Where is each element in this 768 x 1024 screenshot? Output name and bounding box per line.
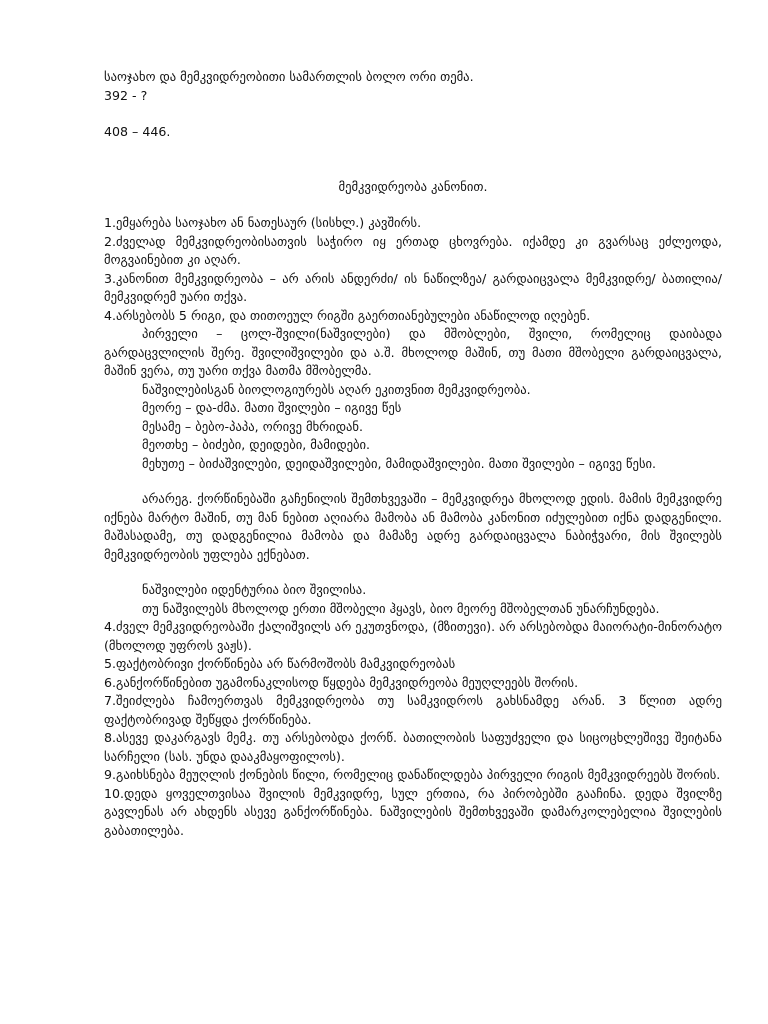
paragraph-3: 3.კანონით მემკვიდრეობა – არ არის ანდერძი/ ის ნაწილზეა/ გარდაიცვალა მემკვიდრე/ ბათილია/ მემკვიდრემ უარი თქვა. xyxy=(104,270,722,304)
item-7: 7.შეიძლება ჩამოერთვას მემკვიდრეობა თუ სამკვიდროს გახსნამდე არან. 3 წლით ადრე ფაქტობრივად შეწყდა ქორწინება. xyxy=(104,693,722,727)
item-5: 5.ფაქტობრივი ქორწინება არ წარმოშობს მამკვიდრეობას xyxy=(104,656,456,671)
adopted-one-parent: თუ ნაშვილებს მხოლოდ ერთი მშობელი ჰყავს, ბიო მეორე მშობელთან უნარჩუნდება. xyxy=(142,600,660,616)
item-8: 8.ასევე დაკარგავს მემკ. თუ არსებობდა ქორწ. ბათილობის საფუძველი და სიცოცხლეშივე შეიტანა სარჩელი (სას. უნდა დააკმაყოფილოს). xyxy=(104,730,722,764)
header-line-pages-1: 392 - ? xyxy=(104,87,148,103)
order-fourth: მეოთხე – ბიძები, დეიდები, მამიდები. xyxy=(142,437,371,452)
order-fifth: მეხუთე – ბიძაშვილები, დეიდაშვილები, მამიდაშვილები. მათი შვილები – იგივე წესი. xyxy=(142,455,657,471)
item-10: 10.დედა ყოველთვისაა შვილის მემკვიდრე, სულ ერთია, რა პირობებში გააჩინა. დედა შვილზე გავლენას არ ახდენს ასევე განქორწინება. ნაშვილების შემთხვევაში დამარკოლებელია შვილების გაბათილება. xyxy=(104,785,722,838)
item-9: 9.გაიხსნება მეუღლის ქონების წილი, რომელიც დანაწილდება პირველი რიგის მემკვიდრეებს შორის. xyxy=(104,767,721,782)
order-third: მესამე – ბებო-პაპა, ორივე მხრიდან. xyxy=(142,418,363,434)
header-line-pages-2: 408 – 446. xyxy=(104,124,171,139)
adopted-note: ნაშვილებისგან ბიოლოგიურებს აღარ ეკითვნით მემკვიდრეობა. xyxy=(142,381,531,397)
adopted-identical: ნაშვილები იდენტურია ბიო შვილისა. xyxy=(142,582,367,597)
section-title: მემკვიდრეობა კანონით. xyxy=(338,178,488,194)
header-line-topic: საოჯახო და მემკვიდრეობითი სამართლის ბოლო ორი თემა. xyxy=(104,69,474,84)
paragraph-1: 1.ემყარება საოჯახო ან ნათესაურ (სისხლ.) კავშირს. xyxy=(104,215,422,230)
paragraph-2: 2.ძველად მემკვიდრეობისათვის საჭირო იყ ერთად ცხოვრება. იქამდე კი გვარსაც ეძლეოდა, მოგვაინებით კი აღარ. xyxy=(104,233,722,267)
order-first: პირველი – ცოლ-შვილი(ნაშვილები) და მშობლები, შვილი, რომელიც დაიბადა გარდაცვლილის შერე. შვილიშვილები და ა.შ. მხოლოდ მაშინ, თუ მათი მშობელი გარდაიცვალა, მაშინ ვერა, თუ უარი თქვა მათმა მშობელმა. xyxy=(104,326,722,378)
item-6: 6.განქორწინებით უგამონაკლისოდ წყდება მემკვიდრეობა მეუღლეებს შორის. xyxy=(104,674,579,690)
document-body xyxy=(104,68,722,840)
item-4: 4.ძველ მემკვიდრეობაში ქალიშვილს არ ეკუთვნოდა, (მზითევი). არ არსებობდა მაიორატი-მინორატო (მხოლოდ უფროს ვაჟს). xyxy=(104,619,722,653)
paragraph-illegitimate: არარეგ. ქორწინებაში გაჩენილის შემთხვევაში – მემკვიდრეა მხოლოდ ედის. მამის მემკვიდრე იქნება მარტო მაშინ, თუ მან ნებით აღიარა მამობა ან მამობა კანონით იძულებით იქნა დადგენილი. მაშასადამე, თუ დადგენილია მამობა და მამაზე ადრე გარდაიცვალა ნაბიჭვარი, მის შვილებს მემკვიდრეობის უფლება ექნებათ. xyxy=(104,491,722,562)
order-second: მეორე – და-ძმა. მათი შვილები – იგივე წეს xyxy=(142,400,402,415)
paragraph-4: 4.არსებობს 5 რიგი, და თითოეულ რიგში გაერთიანებულები ანაწილოდ იღებენ. xyxy=(104,307,591,323)
